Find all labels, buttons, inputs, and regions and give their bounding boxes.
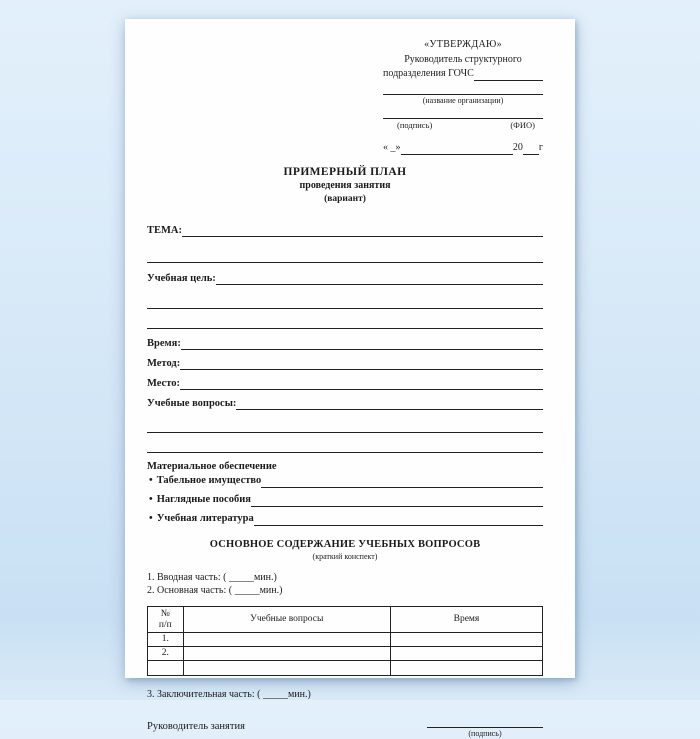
content-subheading: (краткий конспект)	[312, 551, 378, 561]
material-item	[147, 507, 543, 526]
material-item-label: Учебная литература	[156, 513, 254, 525]
material-heading: Материальное обеспечение	[147, 461, 277, 473]
main-part-line: 2. Основная часть: ( _____мин.)	[147, 584, 283, 596]
material-item-fill-line	[261, 475, 543, 488]
table-header-questions: Учебные вопросы	[183, 606, 390, 633]
content-heading: ОСНОВНОЕ СОДЕРЖАНИЕ УЧЕБНЫХ ВОПРОСОВ	[209, 538, 481, 550]
signature-fio-captions	[383, 119, 543, 131]
table-row	[148, 647, 543, 661]
field-place-label: Место:	[147, 378, 180, 390]
table-header-number-bottom: п/п	[158, 619, 172, 630]
table-header-number-top: №	[160, 608, 170, 619]
approval-date-line	[383, 142, 543, 155]
field-tema	[147, 217, 543, 237]
field-tema-fill-line	[182, 224, 543, 237]
footer-label: Руководитель занятия	[147, 720, 245, 732]
organization-caption: (название организации)	[422, 95, 504, 105]
table-cell-time	[390, 633, 542, 647]
material-item	[147, 488, 543, 507]
material-item-fill-line	[251, 494, 543, 507]
field-method-label: Метод:	[147, 358, 181, 370]
approval-role-line1: Руководитель структурного	[404, 53, 522, 65]
material-item	[147, 474, 543, 488]
field-method-fill-line	[180, 357, 543, 370]
questions-table	[147, 606, 543, 677]
fill-line	[147, 237, 543, 263]
bullet-icon: •	[149, 513, 153, 525]
field-method	[147, 350, 543, 370]
field-goal-label: Учебная цель:	[147, 273, 216, 285]
fill-line	[147, 309, 543, 329]
table-cell-time	[390, 647, 542, 661]
date-fill-line	[401, 143, 513, 155]
field-place-fill-line	[180, 377, 543, 390]
footer-signature-line	[427, 718, 543, 728]
conclusion-part-line: 3. Заключительная часть: ( _____мин.)	[147, 689, 311, 701]
title-line2: проведения занятия	[299, 180, 391, 191]
approval-role-label: подразделения ГОЧС	[383, 68, 474, 79]
title-line3: (вариант)	[324, 193, 366, 204]
date-prefix: « _»	[383, 142, 401, 154]
footer	[147, 718, 543, 739]
document-title	[147, 165, 543, 206]
field-time-label: Время:	[147, 338, 181, 350]
approval-role-fill-line	[474, 69, 543, 81]
material-item-label: Наглядные пособия	[156, 494, 251, 506]
field-questions-fill-line	[236, 397, 543, 410]
material-item-fill-line	[254, 513, 543, 526]
field-questions-label: Учебные вопросы:	[147, 398, 237, 410]
table-cell-question	[183, 661, 390, 676]
table-cell-question	[183, 647, 390, 661]
intro-part-line: 1. Вводная часть: ( _____мин.)	[147, 571, 277, 583]
field-questions	[147, 390, 543, 410]
table-cell-number: 2.	[148, 647, 184, 661]
material-item-label: Табельное имущество	[156, 475, 262, 487]
signature-caption: (подпись)	[397, 119, 433, 130]
table-row	[148, 633, 543, 647]
table-cell-number: 1.	[148, 633, 184, 647]
bullet-icon: •	[149, 494, 153, 506]
signature-fio-line	[383, 106, 543, 119]
table-header-number	[148, 606, 184, 633]
approval-block	[383, 39, 543, 155]
fill-line	[147, 433, 543, 453]
organization-name-line	[383, 81, 543, 95]
field-time-fill-line	[181, 337, 543, 350]
document-page	[125, 19, 575, 738]
field-goal-fill-line	[216, 272, 543, 285]
fill-line	[147, 285, 543, 309]
approval-quote: «УТВЕРЖДАЮ»	[424, 39, 502, 50]
fields-section	[147, 217, 543, 453]
field-time	[147, 329, 543, 350]
content-parts	[147, 571, 543, 597]
field-place	[147, 370, 543, 390]
table-header-time: Время	[390, 606, 542, 633]
approval-role-line2	[383, 68, 543, 81]
fill-line	[147, 410, 543, 433]
field-tema-label: ТЕМА:	[147, 225, 182, 237]
table-cell-time	[390, 661, 542, 676]
table-cell-number	[148, 661, 184, 676]
field-goal	[147, 263, 543, 285]
bullet-icon: •	[149, 475, 153, 487]
table-row	[148, 661, 543, 676]
footer-signature-caption: (подпись)	[468, 728, 502, 738]
date-year: 20	[512, 142, 523, 154]
title-line1: ПРИМЕРНЫЙ ПЛАН	[283, 165, 407, 178]
fio-caption: (ФИО)	[510, 119, 535, 130]
footer-signature-block	[427, 718, 543, 739]
table-header-row	[148, 606, 543, 633]
date-year-fill-line	[523, 143, 539, 155]
date-suffix: г	[538, 142, 543, 154]
table-cell-question	[183, 633, 390, 647]
